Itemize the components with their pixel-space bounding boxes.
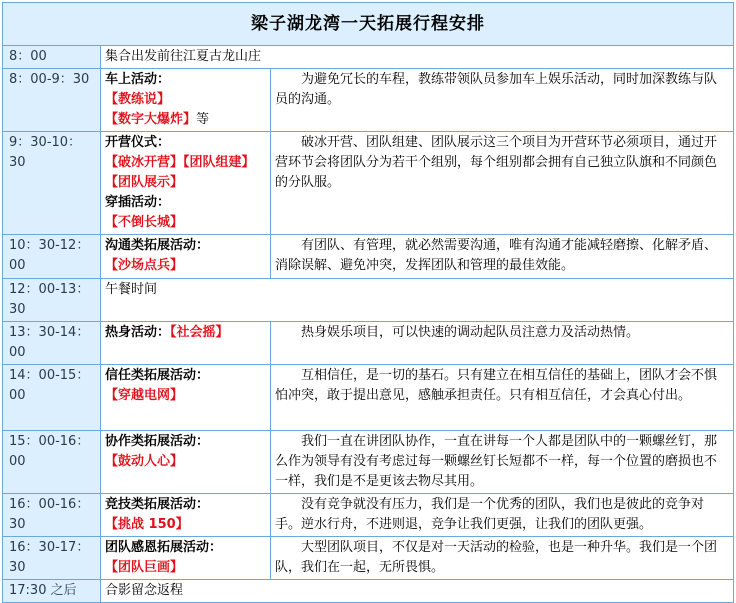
activity-line xyxy=(105,366,266,386)
activity-label: 车上活动： xyxy=(105,72,171,87)
activity-label: 团队感恩拓展活动： xyxy=(105,540,223,555)
activity-name: 【团队巨画】 xyxy=(105,560,184,575)
activity-label: 合影留念返程 xyxy=(105,583,184,598)
activity-line xyxy=(105,173,266,193)
description-cell: 有团队、有管理，就必然需要沟通，唯有沟通才能减轻磨擦、化解矛盾、消除误解、避免冲突，发挥团队和管理的最佳效能。 xyxy=(271,235,734,279)
activity-name: 【沙场点兵】 xyxy=(105,258,184,273)
activity-label: 穿插活动： xyxy=(105,195,171,210)
activity-line xyxy=(105,256,266,276)
activity-name: 【挑战 150】 xyxy=(105,517,189,532)
activity-cell xyxy=(101,580,734,603)
activity-label: 等 xyxy=(196,112,210,127)
description-cell: 互相信任，是一切的基石。只有建立在相互信任的基础上，团队才会不惧怕冲突，敢于提出意见，感触承担责任。只有相互信任，才会真心付出。 xyxy=(271,365,734,431)
description-cell: 破冰开营、团队组建、团队展示这三个项目为开营环节必须项目，通过开营环节会将团队分为若干个组别，每个组别都会拥有自己独立队旗和不同颜色的分队服。 xyxy=(271,132,734,235)
activity-cell xyxy=(101,279,734,322)
activity-line xyxy=(105,213,266,233)
time-cell: 15：00-16：00 xyxy=(3,431,101,494)
activity-name: 【社会摇】 xyxy=(170,325,229,340)
time-cell: 14：00-15：00 xyxy=(3,365,101,431)
schedule-row xyxy=(3,580,734,603)
activity-cell xyxy=(101,322,271,365)
description-cell: 大型团队项目，不仅是对一天活动的检验，也是一种升华。我们是一个团队，我们在一起，无所畏惧。 xyxy=(271,537,734,580)
activity-line xyxy=(105,236,266,256)
activity-name: 【团队展示】 xyxy=(105,175,184,190)
schedule-row xyxy=(3,494,734,537)
activity-line xyxy=(105,452,266,472)
time-cell: 8：00 xyxy=(3,46,101,69)
activity-line xyxy=(105,90,266,110)
schedule-row xyxy=(3,322,734,365)
activity-line xyxy=(105,153,266,173)
activity-label: 信任类拓展活动： xyxy=(105,368,210,383)
activity-line xyxy=(105,515,266,535)
activity-cell xyxy=(101,46,734,69)
schedule-row xyxy=(3,69,734,132)
activity-name: 【教练说】 xyxy=(105,92,171,107)
schedule-row xyxy=(3,537,734,580)
time-cell: 10：30-12：00 xyxy=(3,235,101,279)
activity-line xyxy=(105,432,266,452)
activity-cell xyxy=(101,365,271,431)
description-cell: 没有竞争就没有压力，我们是一个优秀的团队，我们也是彼此的竞争对手。逆水行舟，不进则退，竞争让我们更强，让我们的团队更强。 xyxy=(271,494,734,537)
title-row xyxy=(3,3,734,46)
schedule-table xyxy=(2,2,734,603)
activity-line xyxy=(105,495,266,515)
activity-line xyxy=(105,581,729,601)
activity-name: 【不倒长城】 xyxy=(105,215,184,230)
activity-cell xyxy=(101,431,271,494)
activity-name: 【鼓动人心】 xyxy=(105,454,184,469)
activity-cell xyxy=(101,69,271,132)
schedule-row xyxy=(3,279,734,322)
schedule-row xyxy=(3,431,734,494)
activity-label: 集合出发前往江夏古龙山庄 xyxy=(105,49,262,64)
activity-label: 午餐时间 xyxy=(105,282,158,297)
activity-line xyxy=(105,70,266,90)
time-cell: 9：30-10：30 xyxy=(3,132,101,235)
time-cell: 16：30-17：30 xyxy=(3,537,101,580)
activity-cell xyxy=(101,235,271,279)
schedule-title: 梁子湖龙湾一天拓展行程安排 xyxy=(3,3,734,46)
activity-label: 热身活动： xyxy=(105,325,171,340)
time-cell: 13：30-14：00 xyxy=(3,322,101,365)
activity-line xyxy=(105,386,266,406)
description-cell: 热身娱乐项目，可以快速的调动起队员注意力及活动热情。 xyxy=(271,322,734,365)
activity-name: 【穿越电网】 xyxy=(105,388,184,403)
activity-cell xyxy=(101,537,271,580)
schedule-row xyxy=(3,46,734,69)
description-cell: 我们一直在讲团队协作，一直在讲每一个人都是团队中的一颗螺丝钉，那么作为领导有没有考虑过每一颗螺丝钉长短都不一样，每一个位置的磨损也不一样，我们是不是更该去物尽其用。 xyxy=(271,431,734,494)
activity-line xyxy=(105,323,266,343)
schedule-sheet xyxy=(2,2,733,603)
time-cell: 16：00-16：30 xyxy=(3,494,101,537)
description-cell: 为避免冗长的车程，教练带领队员参加车上娱乐活动，同时加深教练与队员的沟通。 xyxy=(271,69,734,132)
schedule-row xyxy=(3,365,734,431)
activity-line xyxy=(105,110,266,130)
activity-name: 【数字大爆炸】 xyxy=(105,112,197,127)
activity-line xyxy=(105,193,266,213)
time-cell: 12：00-13：30 xyxy=(3,279,101,322)
activity-line xyxy=(105,538,266,558)
time-cell: 8：00-9：30 xyxy=(3,69,101,132)
time-cell: 17:30 之后 xyxy=(3,580,101,603)
activity-label: 协作类拓展活动： xyxy=(105,434,210,449)
activity-label: 开营仪式： xyxy=(105,135,171,150)
activity-line xyxy=(105,133,266,153)
activity-label: 竞技类拓展活动： xyxy=(105,497,210,512)
activity-line xyxy=(105,558,266,578)
activity-cell xyxy=(101,132,271,235)
activity-cell xyxy=(101,494,271,537)
activity-line xyxy=(105,47,729,67)
schedule-row xyxy=(3,235,734,279)
schedule-row xyxy=(3,132,734,235)
activity-line xyxy=(105,280,729,300)
activity-label: 沟通类拓展活动： xyxy=(105,238,210,253)
activity-name: 【破冰开营】【团队组建】 xyxy=(105,155,255,170)
